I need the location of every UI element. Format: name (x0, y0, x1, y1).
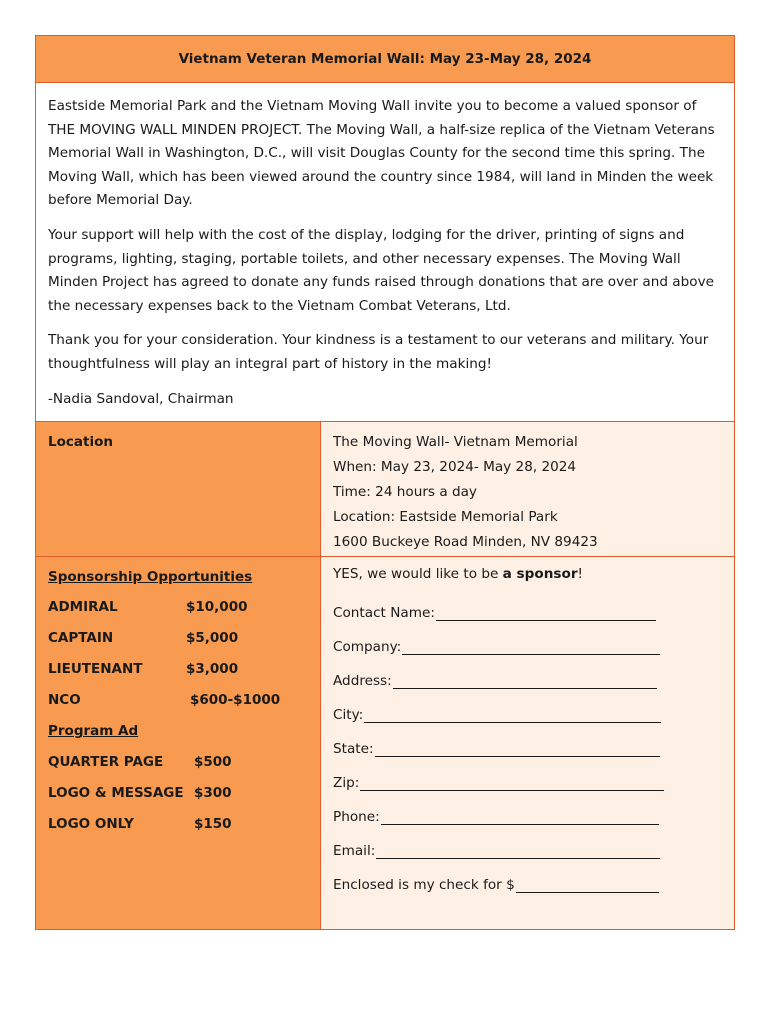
location-row (36, 421, 734, 556)
field-label: Company: (333, 639, 402, 656)
sponsor-confirmation (333, 565, 722, 591)
tier-price: $3,000 (186, 661, 239, 678)
program-ad-title: Program Ad (48, 723, 139, 740)
field-label: Contact Name: (333, 605, 435, 622)
contact-name-line[interactable] (436, 605, 656, 621)
city-field[interactable] (333, 689, 722, 723)
ad-option (48, 785, 308, 816)
ad-option (48, 816, 308, 847)
email-field[interactable] (333, 825, 722, 859)
tier-name: ADMIRAL (48, 599, 118, 616)
field-label: Enclosed is my check for $ (333, 877, 515, 894)
sponsorship-row (36, 556, 734, 929)
field-label: City: (333, 707, 364, 724)
ad-name: LOGO ONLY (48, 816, 134, 833)
field-label: State: (333, 741, 374, 758)
intro-section (36, 83, 734, 421)
location-label-cell (36, 422, 321, 556)
company-field[interactable] (333, 621, 722, 655)
tier-price: $600-$1000 (190, 692, 281, 709)
contact-name-field[interactable] (333, 591, 722, 621)
check-amount-line[interactable] (516, 877, 659, 893)
document-title: Vietnam Veteran Memorial Wall: May 23-May 28, 2024 (178, 51, 592, 67)
ad-price: $500 (194, 754, 232, 771)
location-line: The Moving Wall- Vietnam Memorial (333, 434, 578, 451)
sponsor-tier (48, 599, 308, 630)
zip-line[interactable] (360, 775, 664, 791)
document-header (36, 36, 734, 83)
yes-suffix: ! (577, 566, 583, 583)
location-line: When: May 23, 2024- May 28, 2024 (333, 459, 577, 476)
sponsor-tier (48, 630, 308, 661)
ad-option (48, 754, 308, 785)
address-field[interactable] (333, 655, 722, 689)
location-details-cell (321, 422, 734, 556)
field-label: Zip: (333, 775, 360, 792)
email-line[interactable] (376, 843, 660, 859)
tier-price: $10,000 (186, 599, 248, 616)
ad-name: QUARTER PAGE (48, 754, 164, 771)
sponsorship-title: Sponsorship Opportunities (48, 569, 253, 586)
field-label: Address: (333, 673, 392, 690)
sponsor-form-document (35, 35, 735, 930)
sponsor-tier (48, 692, 308, 723)
check-amount-field[interactable] (333, 859, 722, 893)
sponsorship-cell (36, 557, 321, 929)
tier-name: NCO (48, 692, 81, 709)
intro-paragraph: Your support will help with the cost of the display, lodging for the driver, printing of signs and programs, lighting, staging, portable toilets, and other necessary expenses. The Moving Wall Minden Project has agreed to donate any funds raised through donations that are over and above the necessary expenses back to the Vietnam Combat Veterans, Ltd. (48, 226, 714, 314)
tier-price: $5,000 (186, 630, 239, 647)
city-line[interactable] (364, 707, 661, 723)
address-line[interactable] (393, 673, 657, 689)
yes-bold-text: a sponsor (502, 566, 578, 583)
location-label: Location (48, 434, 113, 451)
sponsor-tier (48, 661, 308, 692)
location-line: Time: 24 hours a day (333, 484, 477, 501)
phone-line[interactable] (381, 809, 659, 825)
company-line[interactable] (402, 639, 660, 655)
ad-name: LOGO & MESSAGE (48, 785, 184, 802)
zip-field[interactable] (333, 757, 722, 791)
tier-name: LIEUTENANT (48, 661, 143, 678)
ad-price: $300 (194, 785, 232, 802)
field-label: Phone: (333, 809, 380, 826)
intro-paragraph: Eastside Memorial Park and the Vietnam Moving Wall invite you to become a valued sponsor of THE MOVING WALL MINDEN PROJECT. The Moving Wall, a half-size replica of the Vietnam Veterans Memorial Wall in Washington, D.C., will visit Douglas County for the second time this spring. The Moving Wall, which has been viewed around the country since 1984, will land in Minden the week before Memorial Day. (48, 98, 715, 209)
yes-text: YES, we would like to be (333, 566, 503, 583)
ad-price: $150 (194, 816, 232, 833)
location-line: Location: Eastside Memorial Park (333, 509, 558, 526)
sponsor-form-cell (321, 557, 734, 929)
phone-field[interactable] (333, 791, 722, 825)
tier-name: CAPTAIN (48, 630, 114, 647)
intro-paragraph: Thank you for your consideration. Your kindness is a testament to our veterans and military. Your thoughtfulness will play an integral part of history in the making! (48, 332, 709, 372)
state-line[interactable] (375, 741, 660, 757)
signature: -Nadia Sandoval, Chairman (48, 390, 234, 407)
state-field[interactable] (333, 723, 722, 757)
field-label: Email: (333, 843, 376, 860)
location-line: 1600 Buckeye Road Minden, NV 89423 (333, 534, 598, 551)
